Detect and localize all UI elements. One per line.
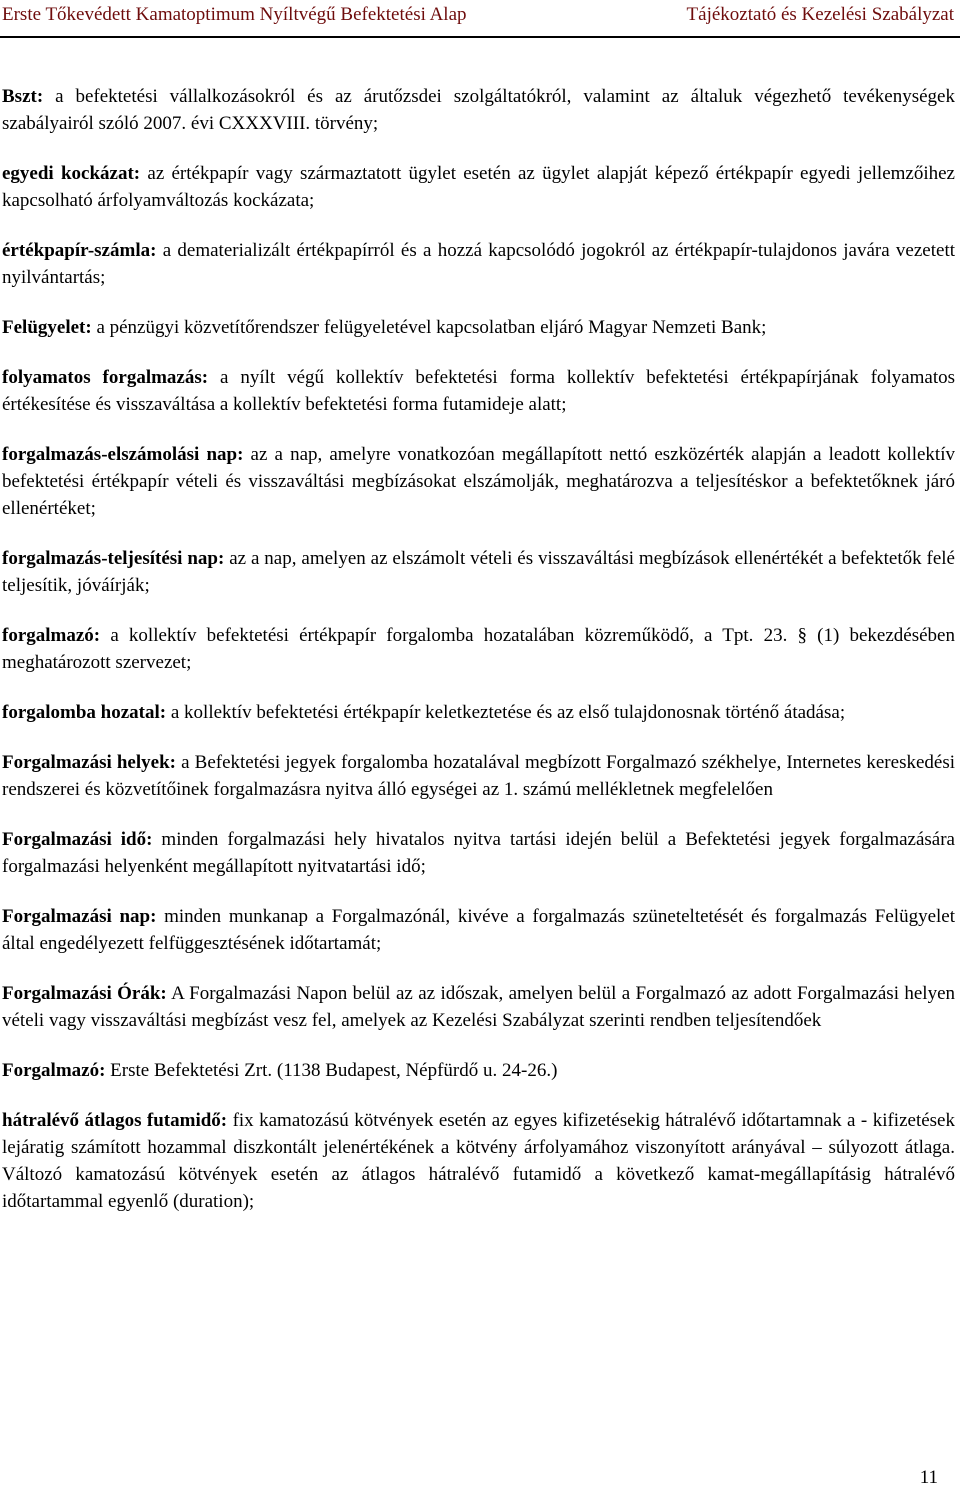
definition-term: forgalomba hozatal: <box>2 702 167 723</box>
definition-text: minden munkanap a Forgalmazónál, kivéve a forgalmazás szüneteltetését és forgalmazás Felügyelet által engedélyezett felfüggesztésének időtartamát; <box>2 906 955 954</box>
definition-entry <box>2 826 955 880</box>
definition-text: a dematerializált értékpapírról és a hozzá kapcsolódó jogokról az értékpapír-tulajdonos javára vezetett nyilvántartás; <box>2 240 955 288</box>
definition-term: Forgalmazó: <box>2 1060 106 1081</box>
definition-term: Forgalmazási nap: <box>2 906 157 927</box>
definition-text: a pénzügyi közvetítőrendszer felügyeletével kapcsolatban eljáró Magyar Nemzeti Bank; <box>91 317 767 338</box>
definition-term: forgalmazás-teljesítési nap: <box>2 548 225 569</box>
definition-term: Forgalmazási helyek: <box>2 752 176 773</box>
definition-entry <box>2 699 955 726</box>
definition-term: Felügyelet: <box>2 317 92 338</box>
definition-entry <box>2 622 955 676</box>
definition-term: folyamatos forgalmazás: <box>2 367 209 388</box>
definition-term: forgalmazó: <box>2 625 101 646</box>
definition-text: az a nap, amelyen az elszámolt vételi és visszaváltási megbízások ellenértékét a befektetők felé teljesítik, jóváírják; <box>2 548 955 596</box>
definition-entry <box>2 980 955 1034</box>
definition-term: Forgalmazási Órák: <box>2 983 167 1004</box>
definition-entry <box>2 314 955 341</box>
definition-entry <box>2 83 955 137</box>
definition-term: Forgalmazási idő: <box>2 829 153 850</box>
header-document-title: Tájékoztató és Kezelési Szabályzat <box>686 4 954 25</box>
definition-entry <box>2 237 955 291</box>
definition-text: a kollektív befektetési értékpapír forgalomba hozatalában közreműködő, a Tpt. 23. § (1) bekezdésében meghatározott szervezet; <box>2 625 955 673</box>
definition-text: Erste Befektetési Zrt. (1138 Budapest, Népfürdő u. 24-26.) <box>105 1060 558 1081</box>
definition-text: a nyílt végű kollektív befektetési forma kollektív befektetési értékpapírjának folyamatos értékesítése és visszaváltása a kollektív befektetési forma futamideje alatt; <box>2 367 955 415</box>
definition-text: a befektetési vállalkozásokról és az árutőzsdei szolgáltatókról, valamint az általuk végezhető tevékenységek szabályairól szóló 2007. évi CXXXVIII. törvény; <box>2 86 955 134</box>
header-rule <box>0 36 960 38</box>
header-fund-name: Erste Tőkevédett Kamatoptimum Nyíltvégű Befektetési Alap <box>2 4 467 25</box>
definition-text: fix kamatozású kötvények esetén az egyes kifizetésekig hátralévő időtartamnak a - kifizetések lejáratig számított hozammal diszkontált jelenértékének a kötvény árfolyamához viszonyított arányával – súlyozott átlaga. Változó kamatozású kötvények esetén az átlagos hátralévő futamidő a következő kamat-megállapításig hátralévő időtartammal egyenlő (duration); <box>2 1110 955 1212</box>
definition-term: értékpapír-számla: <box>2 240 157 261</box>
definition-entry <box>2 1107 955 1215</box>
definitions-list <box>2 83 955 1238</box>
definition-entry <box>2 545 955 599</box>
definition-term: forgalmazás-elszámolási nap: <box>2 444 244 465</box>
page-header <box>0 0 960 38</box>
page-number: 11 <box>919 1467 938 1488</box>
definition-entry <box>2 903 955 957</box>
definition-entry <box>2 1057 955 1084</box>
definition-text: A Forgalmazási Napon belül az az időszak, amelyen belül a Forgalmazó az adott Forgalmazási helyen vételi vagy visszaváltási megbízást vesz fel, amelyek az Kezelési Szabályzat szerinti rendben teljesítendőek <box>2 983 956 1031</box>
definition-entry <box>2 441 955 522</box>
definition-entry <box>2 364 955 418</box>
definition-entry <box>2 749 955 803</box>
definition-term: hátralévő átlagos futamidő: <box>2 1110 228 1131</box>
definition-text: az a nap, amelyre vonatkozóan megállapított nettó eszközérték alapján a leadott kollektív befektetési értékpapír vételi és visszaváltási megbízásokat elszámolják, meghatározva a teljesítéskor a befektetőknek járó ellenértéket; <box>2 444 955 519</box>
definition-text: az értékpapír vagy származtatott ügylet esetén az ügylet alapját képező értékpapír egyedi jellemzőihez kapcsolható árfolyamváltozás kockázata; <box>2 163 955 211</box>
definition-term: egyedi kockázat: <box>2 163 141 184</box>
definition-term: Bszt: <box>2 86 44 107</box>
definition-text: a Befektetési jegyek forgalomba hozatalával megbízott Forgalmazó székhelye, Internetes kereskedési rendszerei és közvetítőinek forgalmazásra nyitva álló egységei az 1. számú mellékletnek megfelelően <box>2 752 956 800</box>
definition-entry <box>2 160 955 214</box>
definition-text: a kollektív befektetési értékpapír keletkeztetése és az első tulajdonosnak történő átadása; <box>166 702 846 723</box>
definition-text: minden forgalmazási hely hivatalos nyitva tartási idején belül a Befektetési jegyek forgalmazására forgalmazási helyenként megállapított nyitvatartási idő; <box>2 829 955 877</box>
